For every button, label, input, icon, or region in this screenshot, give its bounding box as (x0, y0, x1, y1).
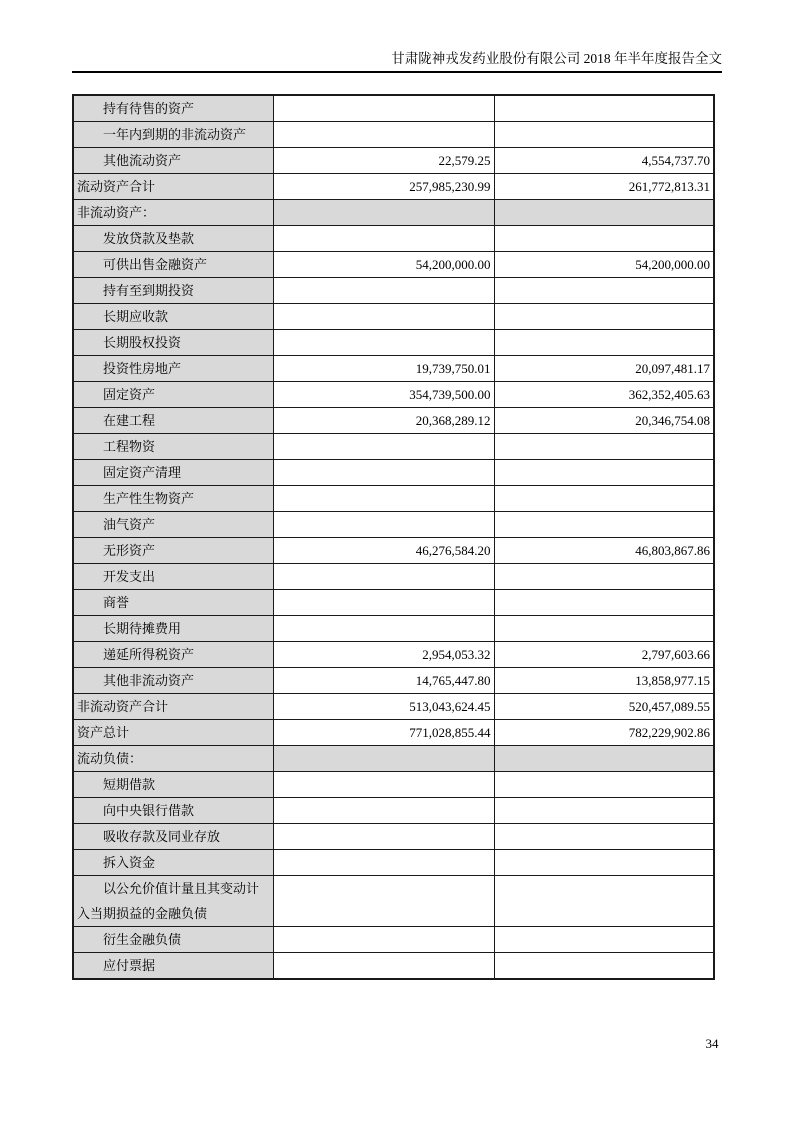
table-row (73, 927, 714, 953)
row-label: 非流动资产合计 (73, 694, 273, 720)
row-value-current: 257,985,230.99 (273, 174, 494, 200)
table-row (73, 95, 714, 122)
row-value-prior (494, 304, 714, 330)
row-value-prior (494, 850, 714, 876)
row-value-current (273, 122, 494, 148)
row-label: 长期股权投资 (73, 330, 273, 356)
row-label: 递延所得税资产 (73, 642, 273, 668)
row-label: 发放贷款及垫款 (73, 226, 273, 252)
table-row (73, 798, 714, 824)
row-label: 固定资产清理 (73, 460, 273, 486)
table-row (73, 953, 714, 980)
table-row (73, 148, 714, 174)
table-row (73, 460, 714, 486)
row-value-current (273, 850, 494, 876)
row-label: 可供出售金融资产 (73, 252, 273, 278)
row-label: 商誉 (73, 590, 273, 616)
row-value-current (273, 824, 494, 850)
table-row (73, 564, 714, 590)
table-row (73, 772, 714, 798)
row-value-prior (494, 226, 714, 252)
header-divider (72, 71, 722, 73)
table-row (73, 278, 714, 304)
report-header-title: 甘肃陇神戎发药业股份有限公司 2018 年半年度报告全文 (391, 51, 722, 66)
table-row (73, 694, 714, 720)
row-label: 开发支出 (73, 564, 273, 590)
row-value-current: 20,368,289.12 (273, 408, 494, 434)
row-value-prior (494, 278, 714, 304)
row-label: 其他流动资产 (73, 148, 273, 174)
row-label: 衍生金融负债 (73, 927, 273, 953)
row-value-prior: 46,803,867.86 (494, 538, 714, 564)
row-label: 无形资产 (73, 538, 273, 564)
table-row (73, 304, 714, 330)
row-value-prior (494, 953, 714, 980)
page-number: 34 (705, 1036, 719, 1051)
table-row (73, 434, 714, 460)
table-row (73, 590, 714, 616)
row-label: 持有至到期投资 (73, 278, 273, 304)
row-value-prior (494, 460, 714, 486)
row-label: 资产总计 (73, 720, 273, 746)
row-value-prior: 54,200,000.00 (494, 252, 714, 278)
row-value-current: 22,579.25 (273, 148, 494, 174)
table-row (73, 668, 714, 694)
row-value-current (273, 876, 494, 927)
row-label: 流动资产合计 (73, 174, 273, 200)
row-value-prior: 520,457,089.55 (494, 694, 714, 720)
row-value-current (273, 772, 494, 798)
row-label: 应付票据 (73, 953, 273, 980)
row-value-prior (494, 330, 714, 356)
row-value-current (273, 486, 494, 512)
table-row (73, 200, 714, 226)
row-value-prior: 20,097,481.17 (494, 356, 714, 382)
row-value-prior (494, 746, 714, 772)
row-value-prior: 261,772,813.31 (494, 174, 714, 200)
row-value-current (273, 564, 494, 590)
balance-sheet-table-wrap (72, 94, 715, 980)
row-value-current: 771,028,855.44 (273, 720, 494, 746)
table-row (73, 642, 714, 668)
table-row (73, 746, 714, 772)
row-value-current (273, 226, 494, 252)
row-value-prior (494, 824, 714, 850)
row-value-current (273, 200, 494, 226)
row-value-prior (494, 486, 714, 512)
row-value-prior (494, 876, 714, 927)
row-value-current (273, 953, 494, 980)
row-value-prior (494, 200, 714, 226)
row-value-prior (494, 772, 714, 798)
table-row (73, 486, 714, 512)
row-label: 拆入资金 (73, 850, 273, 876)
row-value-prior: 4,554,737.70 (494, 148, 714, 174)
row-value-current (273, 746, 494, 772)
row-label: 流动负债： (73, 746, 273, 772)
row-value-prior: 2,797,603.66 (494, 642, 714, 668)
table-row (73, 850, 714, 876)
row-label: 短期借款 (73, 772, 273, 798)
row-value-prior: 13,858,977.15 (494, 668, 714, 694)
table-row (73, 824, 714, 850)
table-row (73, 512, 714, 538)
table-row (73, 876, 714, 927)
row-value-current (273, 927, 494, 953)
row-value-prior (494, 616, 714, 642)
row-value-prior (494, 434, 714, 460)
row-value-prior (494, 798, 714, 824)
row-value-current (273, 304, 494, 330)
table-row (73, 226, 714, 252)
balance-sheet-table (72, 94, 715, 980)
row-value-current (273, 460, 494, 486)
row-value-prior: 362,352,405.63 (494, 382, 714, 408)
row-value-current (273, 278, 494, 304)
row-value-current: 19,739,750.01 (273, 356, 494, 382)
row-label: 长期待摊费用 (73, 616, 273, 642)
row-value-current: 14,765,447.80 (273, 668, 494, 694)
table-row (73, 408, 714, 434)
row-value-prior (494, 564, 714, 590)
row-value-current: 54,200,000.00 (273, 252, 494, 278)
row-label: 其他非流动资产 (73, 668, 273, 694)
row-value-current: 513,043,624.45 (273, 694, 494, 720)
row-value-current (273, 434, 494, 460)
row-value-current (273, 798, 494, 824)
row-label: 油气资产 (73, 512, 273, 538)
row-label: 以公允价值计量且其变动计入当期损益的金融负债 (73, 876, 273, 927)
row-label: 向中央银行借款 (73, 798, 273, 824)
row-label: 投资性房地产 (73, 356, 273, 382)
row-label: 工程物资 (73, 434, 273, 460)
row-label: 在建工程 (73, 408, 273, 434)
row-value-prior (494, 927, 714, 953)
row-value-current (273, 590, 494, 616)
row-value-prior: 782,229,902.86 (494, 720, 714, 746)
row-value-prior (494, 590, 714, 616)
row-label: 长期应收款 (73, 304, 273, 330)
row-value-current (273, 95, 494, 122)
row-label: 一年内到期的非流动资产 (73, 122, 273, 148)
table-row (73, 538, 714, 564)
table-row (73, 122, 714, 148)
table-row (73, 382, 714, 408)
table-row (73, 330, 714, 356)
row-value-current (273, 330, 494, 356)
row-label: 固定资产 (73, 382, 273, 408)
table-row (73, 356, 714, 382)
row-value-current (273, 512, 494, 538)
row-label: 生产性生物资产 (73, 486, 273, 512)
row-label: 吸收存款及同业存放 (73, 824, 273, 850)
row-value-current: 354,739,500.00 (273, 382, 494, 408)
row-value-prior (494, 95, 714, 122)
row-label: 非流动资产： (73, 200, 273, 226)
table-row (73, 252, 714, 278)
table-row (73, 616, 714, 642)
row-value-prior (494, 122, 714, 148)
row-value-prior (494, 512, 714, 538)
row-value-prior: 20,346,754.08 (494, 408, 714, 434)
row-value-current: 46,276,584.20 (273, 538, 494, 564)
row-value-current: 2,954,053.32 (273, 642, 494, 668)
row-label: 持有待售的资产 (73, 95, 273, 122)
table-row (73, 174, 714, 200)
row-value-current (273, 616, 494, 642)
table-row (73, 720, 714, 746)
